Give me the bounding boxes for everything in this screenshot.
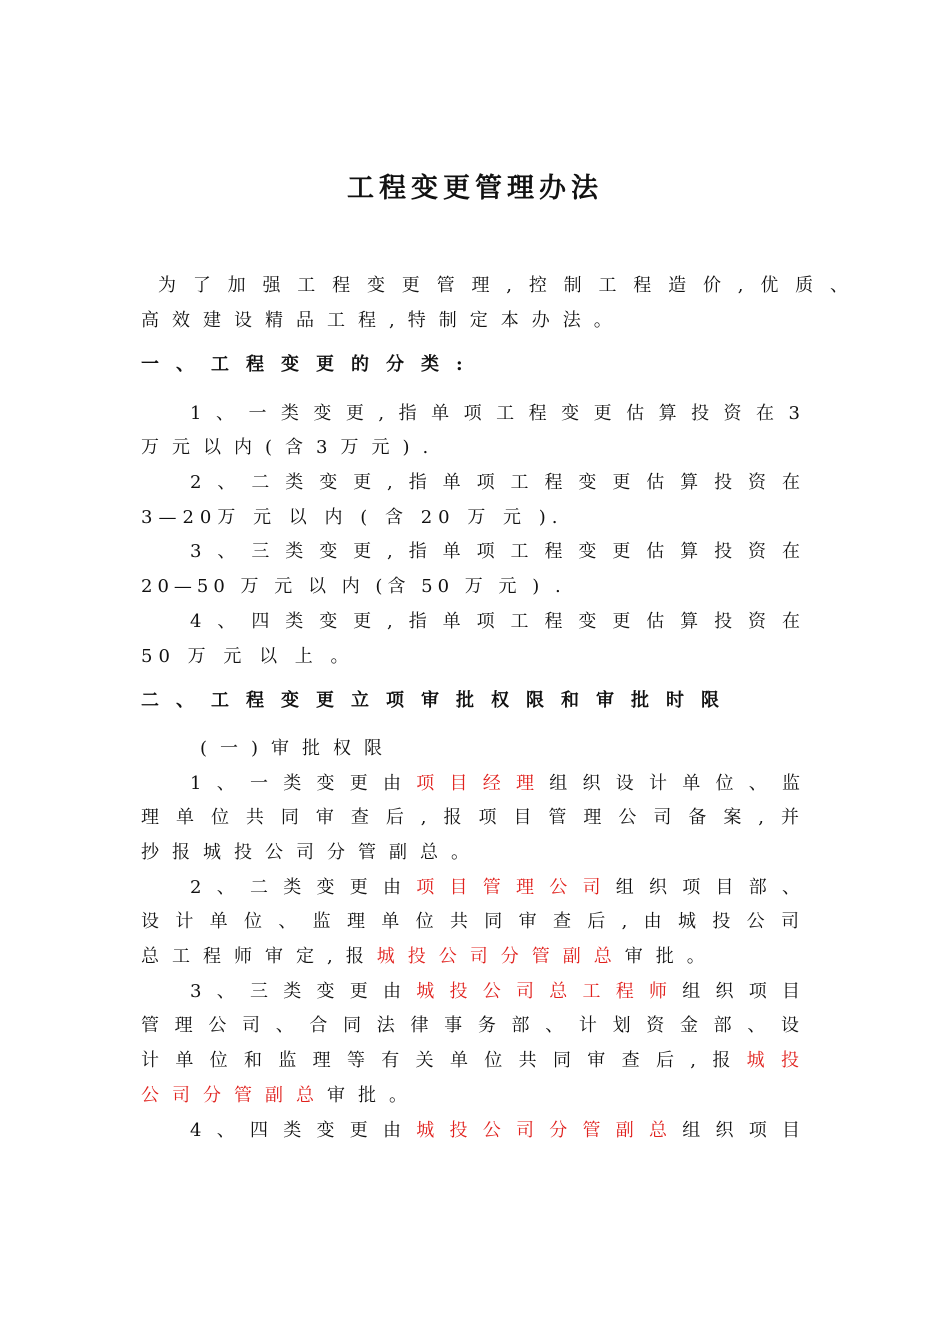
- approval-2-line-3-post: 审批。: [624, 946, 718, 967]
- approval-1-post: 组织设计单位、监: [549, 773, 801, 794]
- section-1-heading: 一、工程变更的分类:: [141, 354, 480, 375]
- approval-3-line-3: [141, 1049, 799, 1073]
- approval-3-line-3-pre: 计单位和监理等有关单位共同审查后,报: [141, 1050, 747, 1071]
- subsection-approval-authority: (一)审批权限: [200, 738, 396, 759]
- approval-1-line-1: [190, 772, 800, 796]
- approval-3-line-4-post: 审批。: [327, 1085, 420, 1106]
- approval-3-line-3-highlight: 城投: [746, 1050, 799, 1071]
- document-title: 工程变更管理办法: [347, 173, 603, 204]
- approval-2-pre: 2、二类变更由: [190, 877, 417, 898]
- class-2-line-2: 3—20万 元 以 内 ( 含 20 万 元 ).: [141, 507, 564, 528]
- approval-3-highlight: 城投公司总工程师: [416, 981, 683, 1002]
- approval-3-line-4-highlight: 公司分管副总: [141, 1085, 327, 1106]
- approval-4-post: 组织项目: [682, 1120, 801, 1141]
- approval-2-line-3-pre: 总工程师审定,报: [141, 946, 377, 967]
- class-4-line-1: 4、四类变更,指单项工程变更估算投资在: [190, 611, 800, 632]
- approval-2-post: 组织项目部、: [615, 877, 801, 898]
- intro-line-1: 为了加强工程变更管理,控制工程造价,优质、: [158, 275, 848, 296]
- approval-2-line-1: [190, 876, 800, 900]
- approval-3-pre: 3、三类变更由: [190, 981, 417, 1002]
- approval-2-line-3: [141, 945, 801, 969]
- approval-2-line-2: 设计单位、监理单位共同审查后,由城投公司: [141, 911, 799, 932]
- class-2-line-1: 2、二类变更,指单项工程变更估算投资在: [190, 472, 800, 493]
- class-3-line-1: 3、三类变更,指单项工程变更估算投资在: [190, 541, 800, 562]
- approval-1-pre: 1、一类变更由: [190, 773, 417, 794]
- approval-2-line-3-highlight: 城投公司分管副总: [376, 946, 625, 967]
- approval-3-post: 组织项目: [682, 981, 801, 1002]
- approval-4-pre: 4、四类变更由: [190, 1120, 417, 1141]
- approval-1-line-3: 抄报城投公司分管副总。: [141, 842, 482, 863]
- class-1-line-2: 万元以内(含3万元).: [141, 437, 442, 458]
- approval-3-line-4: [141, 1084, 801, 1108]
- approval-3-line-1: [190, 980, 800, 1004]
- class-4-line-2: 50 万 元 以 上 。: [141, 646, 355, 667]
- intro-line-2: 高效建设精品工程,特制定本办法。: [141, 310, 625, 331]
- approval-4-line-1: [190, 1119, 800, 1143]
- section-2-heading: 二、工程变更立项审批权限和审批时限: [141, 690, 736, 711]
- approval-1-line-2: 理单位共同审查后,报项目管理公司备案,并: [141, 807, 799, 828]
- approval-2-highlight: 项目管理公司: [416, 877, 616, 898]
- approval-1-highlight: 项目经理: [416, 773, 550, 794]
- approval-3-line-2: 管理公司、合同法律事务部、计划资金部、设: [141, 1015, 799, 1036]
- class-3-line-2: 20—50 万 元 以 内 (含 50 万 元 ) .: [141, 576, 566, 597]
- class-1-line-1: 1、一类变更,指单项工程变更估算投资在3: [190, 403, 800, 424]
- approval-4-highlight: 城投公司分管副总: [416, 1120, 683, 1141]
